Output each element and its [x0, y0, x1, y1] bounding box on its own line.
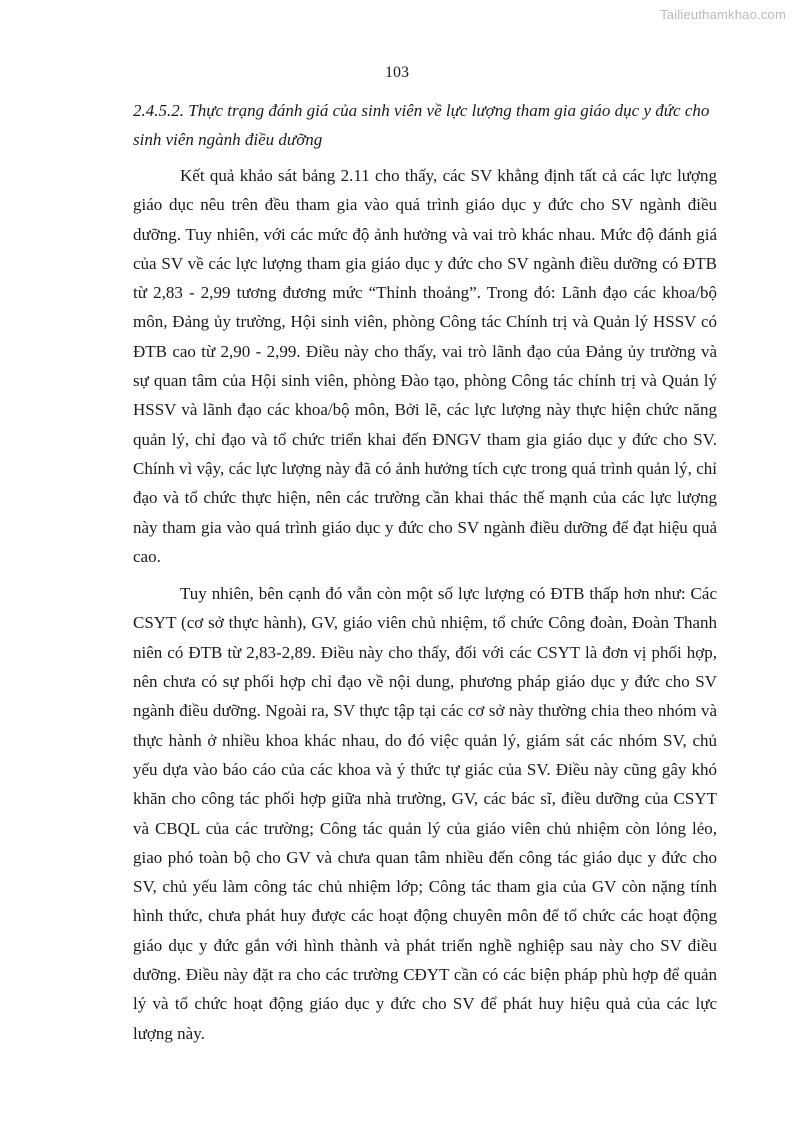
document-body [133, 96, 717, 1056]
page-number: 103 [385, 64, 409, 81]
watermark-text: Tailieuthamkhao.com [660, 7, 786, 22]
paragraph-2: Tuy nhiên, bên cạnh đó vẫn còn một số lực lượng có ĐTB thấp hơn như: Các CSYT (cơ sở thực hành), GV, giáo viên chủ nhiệm, tổ chức Công đoàn, Đoàn Thanh niên có ĐTB từ 2,83-2,89. Điều này cho thấy, đối với các CSYT là đơn vị phối hợp, nên chưa có sự phối hợp chỉ đạo về nội dung, phương pháp giáo dục y đức cho SV ngành điều dưỡng. Ngoài ra, SV thực tập tại các cơ sở này thường chia theo nhóm và thực hành ở nhiều khoa khác nhau, do đó việc quản lý, giám sát các nhóm SV, chủ yếu dựa vào báo cáo của các khoa và ý thức tự giác của SV. Điều này cũng gây khó khăn cho công tác phối hợp giữa nhà trường, GV, các bác sĩ, điều dưỡng của CSYT và CBQL của các trường; Công tác quản lý của giáo viên chủ nhiệm còn lỏng lẻo, giao phó toàn bộ cho GV và chưa quan tâm nhiều đến công tác giáo dục y đức cho SV, chủ yếu làm công tác chủ nhiệm lớp; Công tác tham gia của GV còn nặng tính hình thức, chưa phát huy được các hoạt động chuyên môn để tổ chức các hoạt động giáo dục y đức gắn với hình thành và phát triển nghề nghiệp sau này cho SV điều dưỡng. Điều này đặt ra cho các trường CĐYT cần có các biện pháp phù hợp để quản lý và tổ chức hoạt động giáo dục y đức cho SV để phát huy hiệu quả của các lực lượng này. [133, 584, 717, 1043]
paragraph-1: Kết quả khảo sát bảng 2.11 cho thấy, các SV khẳng định tất cả các lực lượng giáo dục nêu trên đều tham gia vào quá trình giáo dục y đức cho SV ngành điều dưỡng. Tuy nhiên, với các mức độ ảnh hưởng và vai trò khác nhau. Mức độ đánh giá của SV về các lực lượng tham gia giáo dục y đức cho SV ngành điều dưỡng có ĐTB từ 2,83 - 2,99 tương đương mức “Thỉnh thoảng”. Trong đó: Lãnh đạo các khoa/bộ môn, Đảng ủy trường, Hội sinh viên, phòng Công tác Chính trị và Quản lý HSSV có ĐTB cao từ 2,90 - 2,99. Điều này cho thấy, vai trò lãnh đạo của Đảng ủy trường và sự quan tâm của Hội sinh viên, phòng Đào tạo, phòng Công tác chính trị và Quản lý HSSV và lãnh đạo các khoa/bộ môn, Bởi lẽ, các lực lượng này thực hiện chức năng quản lý, chỉ đạo và tổ chức triển khai đến ĐNGV tham gia giáo dục y đức cho SV. Chính vì vậy, các lực lượng này đã có ảnh hưởng tích cực trong quá trình quản lý, chỉ đạo và tổ chức thực hiện, nên các trường cần khai thác thế mạnh của các lực lượng này tham gia vào quá trình giáo dục y đức cho SV ngành điều dưỡng để đạt hiệu quả cao. [133, 166, 717, 566]
section-heading: 2.4.5.2. Thực trạng đánh giá của sinh viên về lực lượng tham gia giáo dục y đức cho sinh viên ngành điều dưỡng [133, 101, 710, 149]
